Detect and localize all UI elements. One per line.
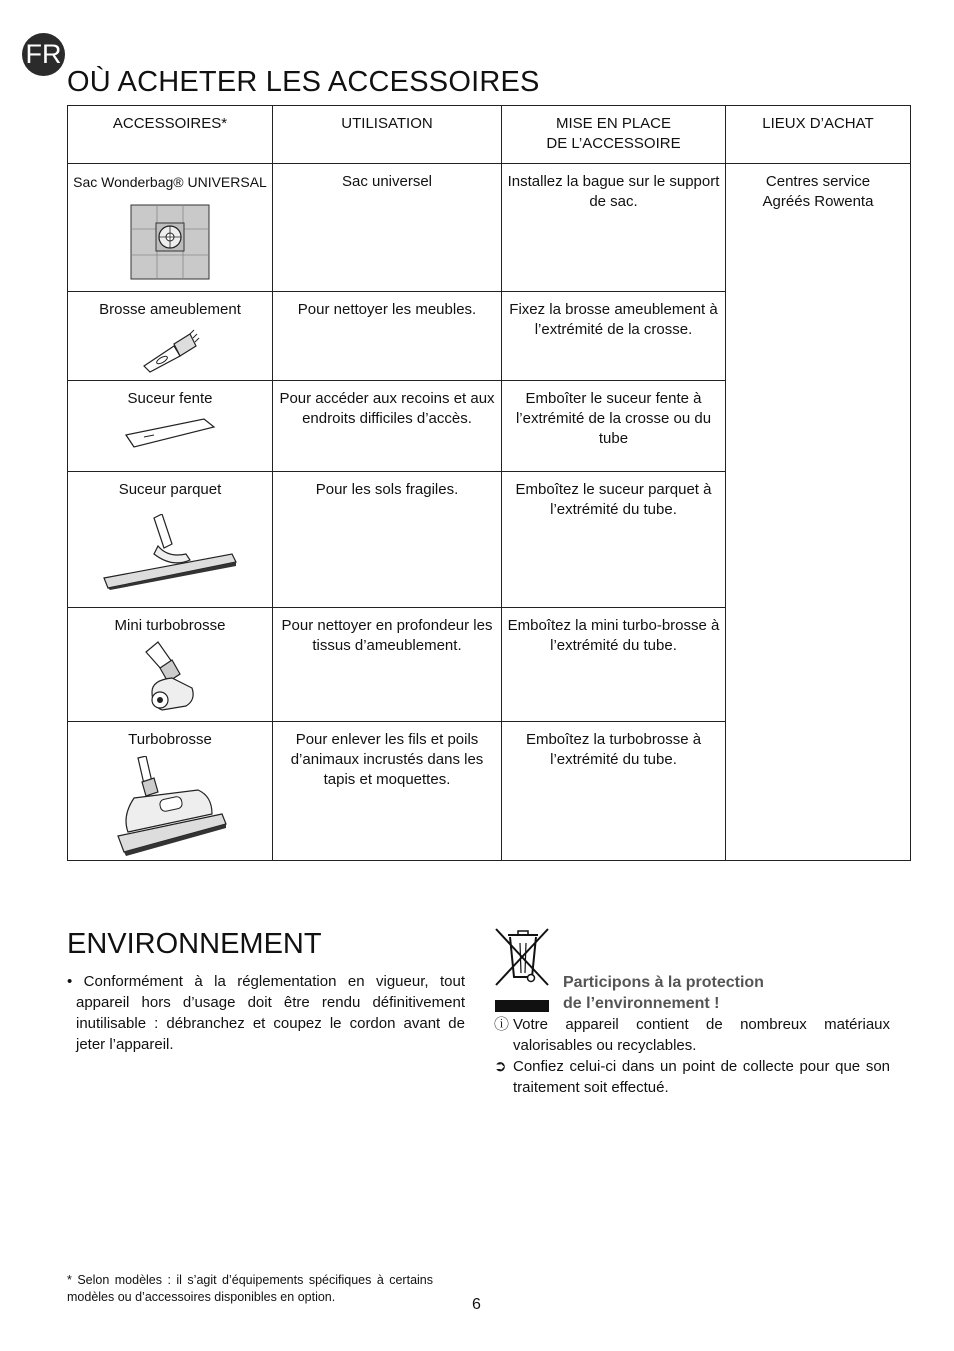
setup-cell: Emboîter le suceur fente à l’extrémité de la crosse ou du tube [502,381,726,472]
accessory-name: Brosse ameublement [99,301,241,318]
accessory-cell [68,164,273,292]
parquet-nozzle-icon [102,514,238,590]
list-item-text: Votre appareil contient de nombreux matériaux valorisables ou recyclables. [513,1016,890,1054]
arrow-icon: ➲ [494,1058,507,1075]
purchase-location-cell [726,164,911,861]
turbo-brush-icon [112,756,228,860]
accessory-name: Turbobrosse [128,731,212,748]
environment-heading [563,972,764,1014]
environment-list [494,1014,890,1098]
list-item [494,1014,890,1056]
table-header-row [68,106,911,164]
setup-cell: Installez la bague sur le support de sac. [502,164,726,292]
footnote: * Selon modèles : il s’agit d’équipements spécifiques à certains modèles ou d’accessoires disponibles en option. [67,1273,433,1304]
header-accessoires: ACCESSOIRES* [68,106,273,164]
header-mise-en-place: MISE EN PLACE DE L’ACCESSOIRE [502,106,726,164]
purchase-location-line2: Agréés Rowenta [762,193,874,210]
bag-icon [129,201,211,281]
use-cell: Pour accéder aux recoins et aux endroits difficiles d’accès. [273,381,502,472]
upholstery-brush-icon [140,328,200,374]
setup-cell: Emboîtez la mini turbo-brosse à l’extrémité du tube. [502,608,726,722]
accessory-name: Suceur fente [127,390,213,407]
page-title: OÙ ACHETER LES ACCESSOIRES [67,66,540,98]
accessory-cell [68,381,273,472]
setup-cell: Fixez la brosse ameublement à l’extrémité de la crosse. [502,292,726,381]
use-cell: Pour les sols fragiles. [273,472,502,608]
environment-text [67,971,465,1055]
list-item [494,1056,890,1098]
setup-cell: Emboîtez la turbobrosse à l’extrémité du tube. [502,722,726,861]
use-cell: Sac universel [273,164,502,292]
crevice-tool-icon [124,415,216,449]
setup-cell: Emboîtez le suceur parquet à l’extrémité du tube. [502,472,726,608]
header-lieux-achat: LIEUX D’ACHAT [726,106,911,164]
purchase-location-line1: Centres service [765,173,871,190]
use-cell: Pour nettoyer les meubles. [273,292,502,381]
info-icon: ⓘ [494,1016,510,1033]
page-number: 6 [472,1296,481,1313]
language-badge: FR [22,33,65,76]
use-cell: Pour enlever les fils et poils d’animaux incrustés dans les tapis et moquettes. [273,722,502,861]
environment-heading-line2: de l’environnement ! [563,995,720,1012]
environment-bullet: • Conformément à la réglementation en vigueur, tout appareil hors d’usage doit être rendu définitivement inutilisable : débranchez et coupez le cordon avant de jeter l’appareil. [67,973,465,1053]
header-utilisation: UTILISATION [273,106,502,164]
mini-turbo-brush-icon [142,640,198,714]
accessory-cell [68,608,273,722]
accessory-name: Mini turbobrosse [114,617,226,634]
environment-heading-line1: Participons à la protection [563,974,764,991]
list-item-text: Confiez celui-ci dans un point de collecte pour que son traitement soit effectué. [513,1058,890,1096]
accessory-name: Sac Wonderbag® UNIVERSAL [73,174,267,190]
crossed-bin-icon [494,927,550,987]
accessory-name: Suceur parquet [118,481,222,498]
use-cell: Pour nettoyer en profondeur les tissus d’ameublement. [273,608,502,722]
table-row [68,164,911,292]
accessory-cell [68,292,273,381]
environment-title: ENVIRONNEMENT [67,928,322,960]
accessory-cell [68,472,273,608]
bin-underline-bar [495,1000,549,1012]
accessories-table [67,105,911,861]
accessory-cell [68,722,273,861]
